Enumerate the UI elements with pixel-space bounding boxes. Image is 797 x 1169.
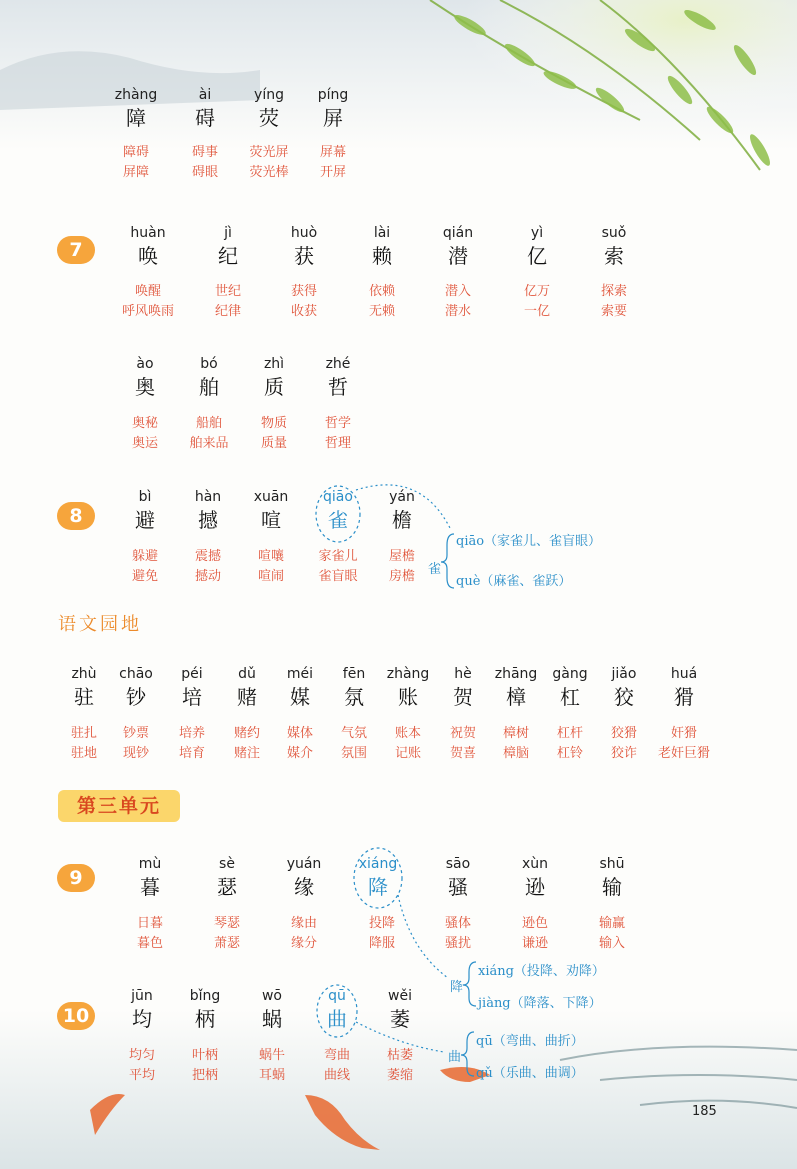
- word: 耳蜗: [258, 1068, 285, 1083]
- brace: [461, 1032, 474, 1076]
- character: 曲: [327, 1007, 347, 1031]
- character: 贺: [453, 685, 473, 709]
- character: 猾: [674, 685, 694, 709]
- word: 狡诈: [610, 746, 637, 761]
- lesson-number-badge: 10: [57, 1002, 95, 1030]
- word: 钞票: [122, 726, 149, 741]
- word: 缘分: [290, 936, 317, 951]
- pinyin: yuán: [286, 856, 322, 872]
- character: 狡: [614, 685, 634, 709]
- character: 账: [398, 685, 418, 709]
- word: 氛围: [340, 746, 367, 761]
- lesson-number-badge: 7: [57, 236, 95, 264]
- word: 无赖: [368, 304, 395, 319]
- word: 潜入: [444, 284, 471, 299]
- word: 琴瑟: [213, 916, 240, 931]
- pinyin: shū: [599, 856, 625, 872]
- word: 舶来品: [189, 436, 229, 451]
- word: 碍事: [191, 145, 218, 160]
- character: 逊: [525, 875, 545, 899]
- polyphone-char: 降: [450, 980, 464, 995]
- polyphone-reading: qǔ（乐曲、曲调）: [476, 1066, 584, 1081]
- word: 账本: [394, 726, 421, 741]
- word: 叶柄: [191, 1048, 218, 1063]
- pinyin: hàn: [194, 489, 222, 505]
- polyphone-reading: qū（弯曲、曲折）: [476, 1034, 584, 1049]
- word: 降服: [368, 936, 395, 951]
- character: 媒: [290, 685, 310, 709]
- word: 雀盲眼: [318, 569, 358, 584]
- pinyin: dǔ: [238, 666, 256, 682]
- word: 均匀: [128, 1048, 155, 1063]
- character: 质: [264, 375, 284, 399]
- pinyin: jūn: [131, 988, 153, 1004]
- word: 亿万: [523, 284, 550, 299]
- character: 杠: [560, 685, 580, 709]
- pinyin: gàng: [552, 666, 588, 682]
- word: 杠杆: [556, 726, 583, 741]
- character: 索: [604, 244, 624, 268]
- word: 祝贺: [449, 726, 476, 741]
- word: 开屏: [319, 165, 346, 180]
- word: 索要: [600, 304, 627, 319]
- word: 房檐: [388, 569, 415, 584]
- polyphone-char: 曲: [448, 1050, 462, 1065]
- character: 均: [132, 1007, 152, 1031]
- word: 把柄: [191, 1068, 218, 1083]
- word: 躲避: [131, 549, 158, 564]
- word: 避免: [131, 569, 158, 584]
- pinyin: yì: [530, 225, 544, 241]
- pinyin: sè: [219, 856, 235, 872]
- pinyin: yán: [389, 489, 415, 505]
- character: 奥: [135, 375, 155, 399]
- character: 纪: [218, 244, 238, 268]
- section-title: 语文园地: [58, 614, 142, 635]
- word: 奥秘: [131, 416, 158, 431]
- character: 檐: [392, 508, 412, 532]
- word: 收获: [290, 304, 317, 319]
- word: 记账: [394, 746, 421, 761]
- word: 潜水: [444, 304, 471, 319]
- word: 荧光棒: [249, 165, 289, 180]
- pinyin: zhé: [325, 356, 351, 372]
- pinyin: jì: [224, 225, 232, 241]
- highlight-circle: [316, 486, 360, 542]
- character: 亿: [527, 244, 547, 268]
- pinyin: zhù: [71, 666, 97, 682]
- character: 障: [126, 106, 146, 130]
- word: 喧嚷: [257, 549, 284, 564]
- pinyin: suǒ: [601, 225, 627, 241]
- pinyin: péi: [181, 666, 203, 682]
- word: 探索: [600, 284, 627, 299]
- word: 驻地: [70, 746, 97, 761]
- word: 枯萎: [386, 1048, 413, 1063]
- word: 樟树: [502, 726, 529, 741]
- word: 樟脑: [502, 746, 529, 761]
- word: 培育: [178, 746, 205, 761]
- dotted-arrow: [356, 485, 450, 528]
- pinyin: hè: [454, 666, 472, 682]
- character: 暮: [140, 875, 160, 899]
- word: 骚体: [444, 916, 471, 931]
- character: 缘: [294, 875, 314, 899]
- unit-banner: 第三单元: [58, 790, 180, 822]
- page-number: 185: [692, 1104, 717, 1119]
- word: 贺喜: [449, 746, 476, 761]
- pinyin: méi: [286, 666, 314, 682]
- word: 输入: [598, 936, 625, 951]
- pinyin: yíng: [254, 87, 284, 103]
- word: 唤醒: [134, 284, 161, 299]
- pinyin: bǐng: [189, 988, 221, 1004]
- pinyin: zhàng: [386, 666, 430, 682]
- brace: [441, 534, 454, 588]
- dotted-arrow: [398, 895, 448, 978]
- character: 赌: [237, 685, 257, 709]
- word: 屋檐: [388, 549, 415, 564]
- word: 狡猾: [610, 726, 637, 741]
- word: 依赖: [368, 284, 395, 299]
- word: 船舶: [195, 416, 222, 431]
- pinyin: huá: [670, 666, 698, 682]
- pinyin: jiǎo: [611, 666, 637, 682]
- pinyin: ào: [136, 356, 154, 372]
- word: 培养: [178, 726, 205, 741]
- character: 舶: [199, 375, 219, 399]
- word: 曲线: [323, 1068, 350, 1083]
- character: 输: [602, 875, 622, 899]
- character: 蜗: [262, 1007, 282, 1031]
- word: 杠铃: [556, 746, 583, 761]
- word: 赌约: [233, 726, 260, 741]
- word: 驻扎: [70, 726, 97, 741]
- word: 障碍: [122, 145, 149, 160]
- word: 媒体: [286, 726, 313, 741]
- pinyin: bì: [138, 489, 152, 505]
- polyphone-reading: xiáng（投降、劝降）: [478, 964, 605, 979]
- character: 柄: [195, 1007, 215, 1031]
- word: 哲学: [324, 416, 351, 431]
- word: 平均: [128, 1068, 155, 1083]
- pinyin: wěi: [388, 988, 412, 1004]
- word: 奥运: [131, 436, 158, 451]
- word: 震撼: [194, 549, 221, 564]
- character: 唤: [138, 244, 158, 268]
- pinyin: zhì: [263, 356, 285, 372]
- word: 萎缩: [386, 1068, 413, 1083]
- pinyin: mù: [138, 856, 162, 872]
- pinyin: chāo: [119, 666, 153, 682]
- character: 哲: [328, 375, 348, 399]
- brace: [463, 962, 476, 1006]
- character: 屏: [323, 106, 343, 130]
- pinyin: zhàng: [114, 87, 158, 103]
- pinyin: ài: [198, 87, 212, 103]
- pinyin: xùn: [521, 856, 549, 872]
- pinyin: zhāng: [494, 666, 538, 682]
- polyphone-reading: què（麻雀、雀跃）: [456, 574, 572, 589]
- word: 蜗牛: [258, 1048, 285, 1063]
- polyphone-reading: jiàng（降落、下降）: [478, 996, 602, 1011]
- character: 碍: [195, 106, 215, 130]
- lesson-number-badge: 8: [57, 502, 95, 530]
- polyphone-char: 雀: [428, 562, 442, 577]
- character: 避: [135, 508, 155, 532]
- pinyin: qū: [328, 988, 346, 1004]
- character: 获: [294, 244, 314, 268]
- character: 骚: [448, 875, 468, 899]
- word: 缘由: [290, 916, 317, 931]
- word: 呼风唤雨: [121, 304, 174, 319]
- word: 弯曲: [323, 1048, 350, 1063]
- word: 撼动: [194, 569, 221, 584]
- word: 奸猾: [670, 726, 697, 741]
- word: 投降: [368, 916, 395, 931]
- character: 荧: [259, 106, 279, 130]
- pinyin: xiáng: [358, 856, 398, 872]
- word: 暮色: [136, 936, 163, 951]
- word: 碍眼: [191, 165, 218, 180]
- word: 家雀儿: [318, 549, 358, 564]
- word: 屏幕: [319, 145, 346, 160]
- word: 获得: [290, 284, 317, 299]
- character: 培: [182, 685, 202, 709]
- character: 喧: [261, 508, 281, 532]
- word: 质量: [260, 436, 287, 451]
- pinyin: bó: [200, 356, 218, 372]
- word: 纪律: [214, 304, 241, 319]
- polyphone-reading: qiāo（家雀儿、雀盲眼）: [456, 534, 602, 549]
- pinyin: xuān: [253, 489, 289, 505]
- pinyin: huò: [290, 225, 318, 241]
- character: 驻: [74, 685, 94, 709]
- pinyin: huàn: [130, 225, 166, 241]
- character: 潜: [448, 244, 468, 268]
- character: 瑟: [217, 875, 237, 899]
- pinyin: qiāo: [323, 489, 353, 505]
- word: 日暮: [136, 916, 163, 931]
- word: 萧瑟: [213, 936, 240, 951]
- word: 老奸巨猾: [657, 746, 710, 761]
- word: 一亿: [523, 304, 550, 319]
- character: 赖: [372, 244, 392, 268]
- word: 喧闹: [257, 569, 284, 584]
- pinyin: qián: [442, 225, 474, 241]
- character: 樟: [506, 685, 526, 709]
- highlight-circle: [354, 848, 402, 908]
- character: 萎: [390, 1007, 410, 1031]
- highlight-circle: [317, 985, 357, 1037]
- pinyin: fēn: [342, 666, 366, 682]
- pinyin: sāo: [445, 856, 471, 872]
- word: 谦逊: [521, 936, 548, 951]
- pinyin: wō: [261, 988, 282, 1004]
- word: 哲理: [324, 436, 351, 451]
- character: 雀: [328, 508, 348, 532]
- character: 撼: [198, 508, 218, 532]
- word: 输赢: [598, 916, 625, 931]
- word: 世纪: [214, 284, 241, 299]
- dotted-arrow: [356, 1022, 444, 1052]
- word: 逊色: [521, 916, 548, 931]
- lesson-number-badge: 9: [57, 864, 95, 892]
- word: 物质: [260, 416, 287, 431]
- character: 氛: [344, 685, 364, 709]
- word: 现钞: [122, 746, 149, 761]
- word: 气氛: [340, 726, 367, 741]
- word: 赌注: [233, 746, 260, 761]
- word: 骚扰: [444, 936, 471, 951]
- pinyin: lài: [373, 225, 391, 241]
- character: 降: [368, 875, 388, 899]
- word: 媒介: [286, 746, 313, 761]
- character: 钞: [126, 685, 146, 709]
- pinyin: píng: [317, 87, 349, 103]
- word: 荧光屏: [249, 145, 289, 160]
- word: 屏障: [122, 165, 149, 180]
